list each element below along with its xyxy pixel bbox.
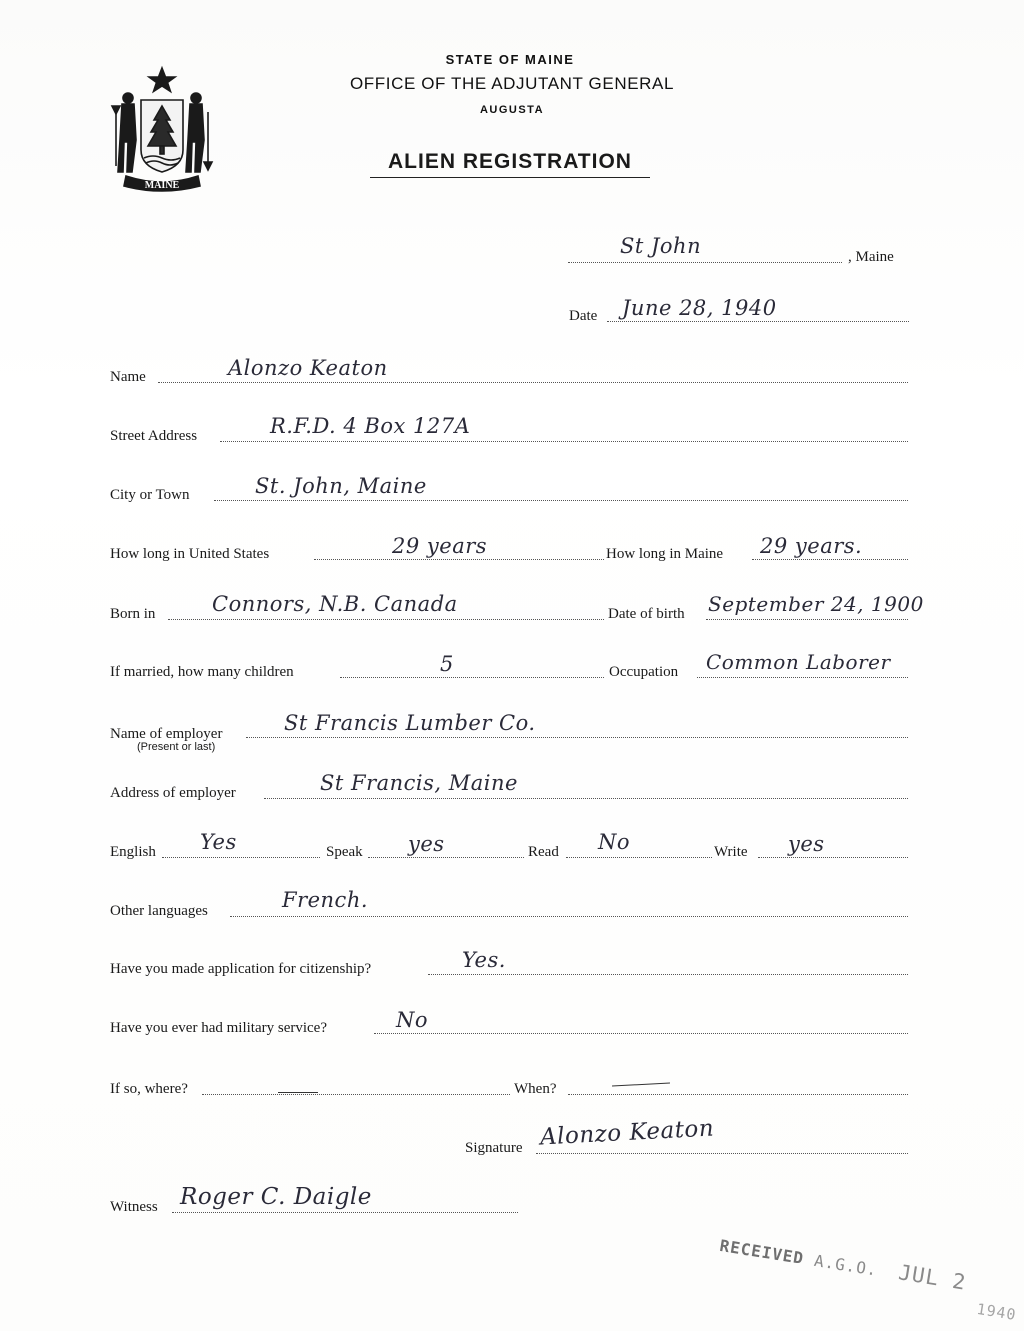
children-line — [340, 677, 604, 678]
where-dash — [278, 1092, 318, 1093]
employer-value[interactable]: St Francis Lumber Co. — [284, 711, 536, 735]
city-value[interactable]: St. John, Maine — [255, 474, 427, 498]
name-line — [158, 382, 908, 383]
street-address-line — [220, 441, 908, 442]
speak-label: Speak — [326, 844, 363, 860]
how-long-us-line — [314, 559, 604, 560]
svg-text:MAINE: MAINE — [144, 180, 180, 191]
date-of-birth-value[interactable]: September 24, 1900 — [708, 592, 924, 616]
born-in-line — [168, 619, 604, 620]
how-long-maine-label: How long in Maine — [606, 546, 724, 562]
header-city: AUGUSTA — [479, 104, 545, 116]
where-line — [202, 1094, 510, 1095]
other-languages-value[interactable]: French. — [282, 888, 369, 912]
english-label: English — [110, 844, 156, 860]
read-label: Read — [528, 844, 559, 860]
when-line — [568, 1094, 908, 1095]
military-label: Have you ever had military service? — [110, 1020, 327, 1036]
write-value[interactable]: yes — [788, 832, 825, 856]
how-long-us-value[interactable]: 29 years — [392, 534, 488, 558]
born-in-label: Born in — [110, 606, 156, 622]
form-title: ALIEN REGISTRATION — [370, 150, 650, 178]
name-value[interactable]: Alonzo Keaton — [228, 356, 388, 380]
date-of-birth-label: Date of birth — [608, 606, 685, 622]
witness-value[interactable]: Roger C. Daigle — [180, 1184, 372, 1210]
city-label: City or Town — [110, 487, 190, 503]
employer-label: Name of employer — [110, 726, 223, 742]
employer-address-label: Address of employer — [110, 785, 236, 801]
employer-sublabel: (Present or last) — [137, 741, 216, 753]
signature-label: Signature — [465, 1140, 523, 1156]
write-line — [758, 857, 908, 858]
born-in-value[interactable]: Connors, N.B. Canada — [212, 592, 458, 616]
location-line — [568, 262, 842, 263]
read-value[interactable]: No — [598, 830, 631, 854]
read-line — [566, 857, 712, 858]
header-office: OFFICE OF THE ADJUTANT GENERAL — [349, 74, 675, 93]
date-line — [607, 321, 909, 322]
date-value[interactable]: June 28, 1940 — [622, 296, 777, 320]
location-value[interactable]: St John — [620, 234, 702, 258]
date-label: Date — [569, 308, 598, 324]
signature-value[interactable]: Alonzo Keaton — [539, 1115, 715, 1151]
where-label: If so, where? — [110, 1081, 188, 1097]
how-long-maine-line — [752, 559, 908, 560]
occupation-line — [697, 677, 908, 678]
witness-line — [172, 1212, 518, 1213]
other-languages-line — [230, 916, 908, 917]
citizenship-label: Have you made application for citizenship? — [110, 961, 372, 977]
city-line — [214, 500, 908, 501]
speak-line — [368, 857, 524, 858]
speak-value[interactable]: yes — [408, 832, 445, 856]
citizenship-value[interactable]: Yes. — [462, 948, 506, 972]
occupation-label: Occupation — [609, 664, 679, 680]
how-long-us-label: How long in United States — [110, 546, 270, 562]
write-label: Write — [714, 844, 748, 860]
location-suffix: , Maine — [848, 249, 894, 265]
military-line — [374, 1033, 908, 1034]
witness-label: Witness — [110, 1199, 158, 1215]
street-address-value[interactable]: R.F.D. 4 Box 127A — [270, 414, 471, 438]
street-address-label: Street Address — [110, 428, 198, 444]
english-line — [162, 857, 320, 858]
name-label: Name — [110, 369, 146, 385]
header-state: STATE OF MAINE — [445, 52, 575, 67]
children-value[interactable]: 5 — [440, 652, 454, 676]
received-stamp: RECEIVED A.G.O. JUL 2 1940 — [718, 1235, 1018, 1324]
when-dash — [612, 1082, 670, 1086]
employer-line — [246, 737, 908, 738]
signature-line — [536, 1153, 908, 1154]
date-of-birth-line — [706, 619, 908, 620]
how-long-maine-value[interactable]: 29 years. — [760, 534, 863, 558]
occupation-value[interactable]: Common Laborer — [706, 650, 891, 674]
employer-address-line — [264, 798, 908, 799]
when-label: When? — [514, 1081, 557, 1097]
other-languages-label: Other languages — [110, 903, 208, 919]
english-value[interactable]: Yes — [200, 830, 237, 854]
citizenship-line — [428, 974, 908, 975]
military-value[interactable]: No — [396, 1008, 429, 1032]
children-label: If married, how many children — [110, 664, 294, 680]
employer-address-value[interactable]: St Francis, Maine — [320, 771, 518, 795]
